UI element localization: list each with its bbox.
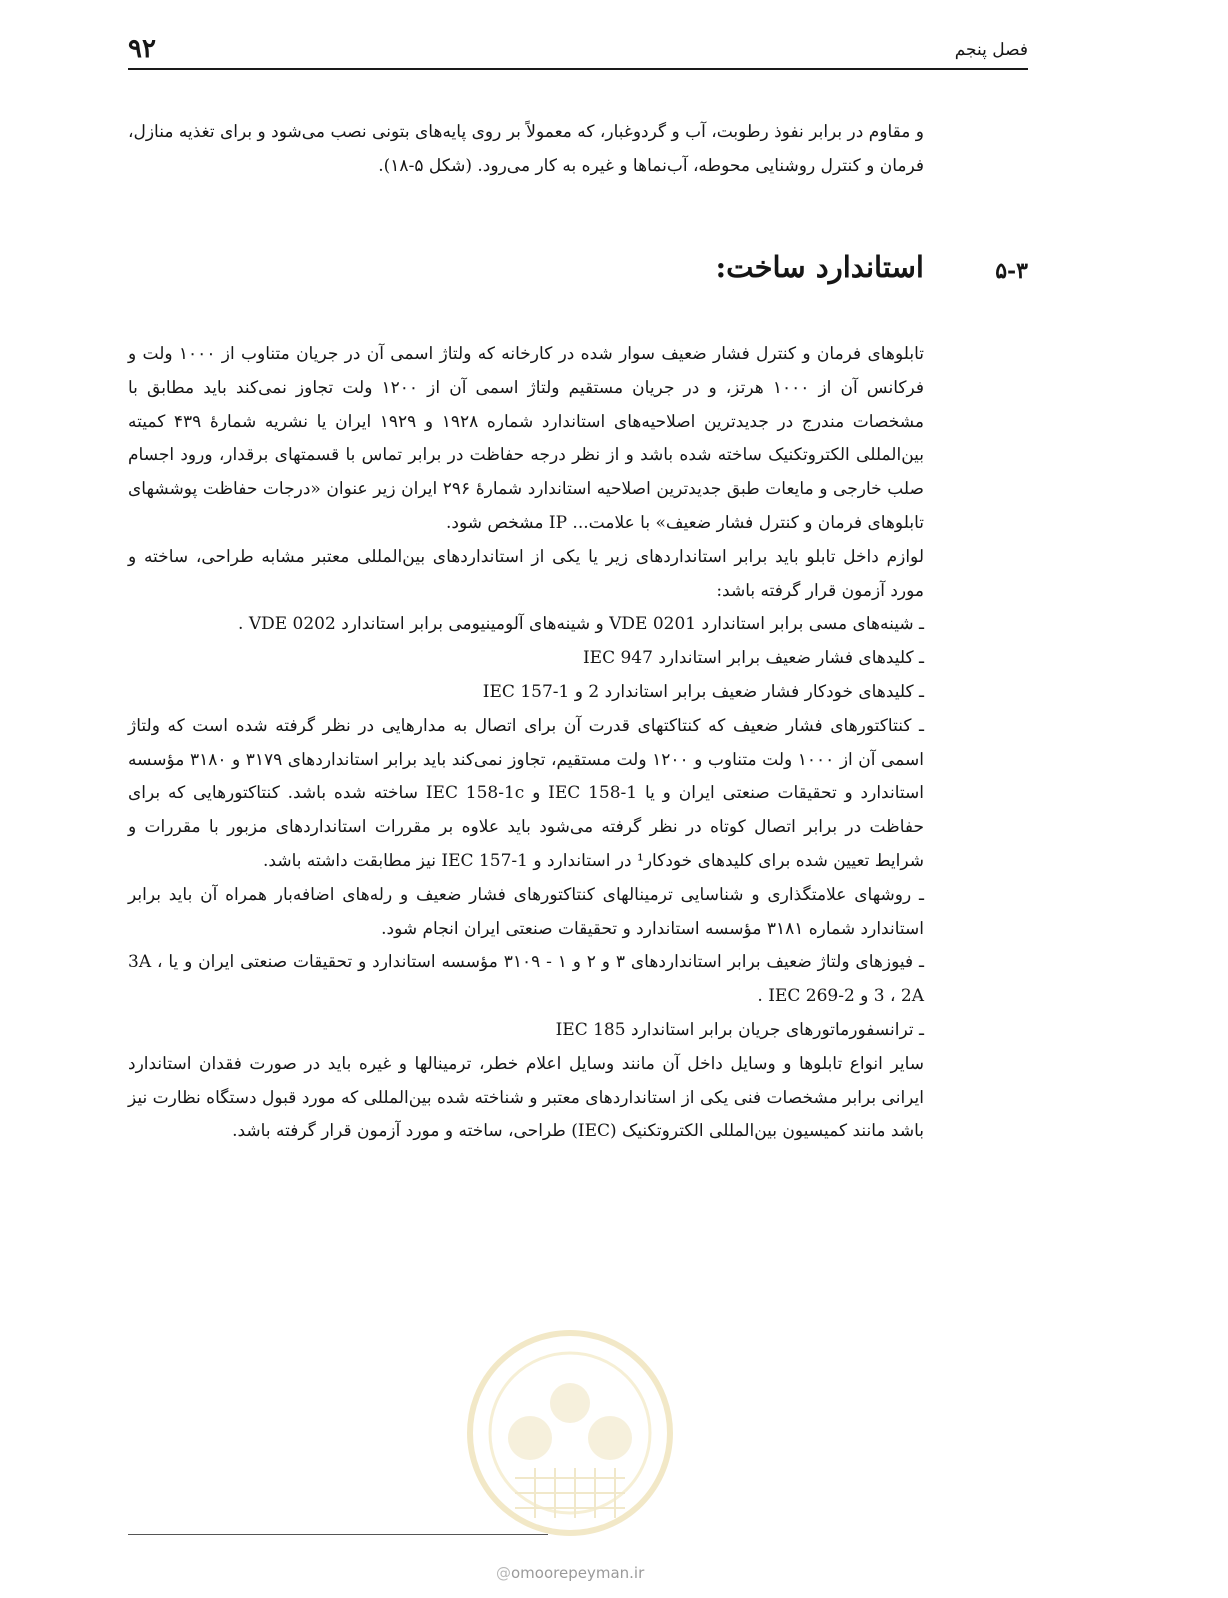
section-body <box>128 338 924 1149</box>
footnote-rule <box>128 1534 548 1535</box>
watermark-url: omoorepeyman.ir <box>511 1564 645 1582</box>
page-number: ۹۲ <box>128 34 156 64</box>
section-number: ۵-۳ <box>995 258 1028 284</box>
section-title: استاندارد ساخت: <box>715 250 924 284</box>
paragraph: تابلوهای فرمان و کنترل فشار ضعیف سوار شده در کارخانه که ولتاژ اسمی آن در جریان متناوب از ۱۰۰۰ ولت و فرکانس آن از ۱۰۰۰ هرتز، و در جریان مستقیم ولتاژ اسمی آن از ۱۲۰۰ ولت تجاوز نمی‌کند باید مطابق با مشخصات مندرج در جدیدترین اصلاحیه‌های استاندارد شماره ۱۹۲۸ و ۱۹۲۹ ایران یا نشریه شمارهٔ ۴۳۹ کمیته بین‌المللی الکتروتکنیک ساخته شده باشد و از نظر درجه حفاظت در برابر تماس با قسمتهای برقدار، ورود اجسام صلب خارجی و مایعات طبق جدیدترین اصلاحیه استاندارد شمارهٔ ۲۹۶ ایران زیر عنوان «درجات حفاظت پوششهای تابلوهای فرمان و کنترل فشار ضعیف» با علامت... IP مشخص شود. <box>128 344 924 533</box>
chapter-title: فصل پنجم <box>954 40 1028 60</box>
header-rule <box>128 68 1028 70</box>
list-item: ـ کنتاکتورهای فشار ضعیف که کنتاکتهای قدرت آن برای اتصال به مدارهایی در نظر گرفته شده است که ولتاژ اسمی آن از ۱۰۰۰ ولت متناوب و ۱۲۰۰ ولت مستقیم، تجاوز نمی‌کند باید برابر استانداردهای ۳۱۷۹ و ۳۱۸۰ مؤسسه استاندارد و تحقیقات صنعتی ایران و یا IEC 158-1 و IEC 158-1c ساخته شده باشد. کنتاکتورهایی که برای حفاظت در برابر اتصال کوتاه در نظر گرفته می‌شود باید علاوه بر مقررات استانداردهای مزبور با مقررات و شرایط تعیین شده برای کلیدهای خودکار¹ در استاندارد و IEC 157-1 نیز مطابقت داشته باشد. <box>128 715 925 871</box>
paragraph: لوازم داخل تابلو باید برابر استانداردهای زیر یا یکی از استانداردهای بین‌المللی معتبر مشابه طراحی، ساخته و مورد آزمون قرار گرفته باشد: <box>128 546 924 601</box>
paragraph: و مقاوم در برابر نفوذ رطوبت، آب و گردوغبار، که معمولاً بر روی پایه‌های بتونی نصب می‌شود و برای تغذیه منازل، فرمان و کنترل روشنایی محوطه، آب‌نماها و غیره به کار می‌رود. (شکل ۵-۱۸). <box>128 122 924 176</box>
footer-watermark <box>496 1564 644 1582</box>
watermark-seal-icon <box>460 1318 680 1548</box>
list-item: ـ شینه‌های مسی برابر استاندارد VDE 0201 و شینه‌های آلومینیومی برابر استاندارد VDE 0202 . <box>238 614 924 635</box>
section-heading <box>715 250 1028 294</box>
list-item: ـ ترانسفورماتورهای جریان برابر استاندارد IEC 185 <box>555 1019 924 1040</box>
list-item: ـ فیوزهای ولتاژ ضعیف برابر استانداردهای ۳ و ۲ و ۱ - ۳۱۰۹ مؤسسه استاندارد و تحقیقات صنعتی ایران و یا 3A ، 3 ، 2A و IEC 269-2 . <box>128 952 924 1007</box>
at-icon: @ <box>496 1564 511 1582</box>
paragraph: سایر انواع تابلوها و وسایل داخل آن مانند وسایل اعلام خطر، ترمینالها و غیره باید در صورت فقدان استاندارد ایرانی برابر مشخصات فنی یکی از استانداردهای معتبر و شناخته شده بین‌المللی که مورد قبول دستگاه نظارت نیز باشد مانند کمیسیون بین‌المللی الکتروتکنیک (IEC) طراحی، ساخته و مورد آزمون قرار گرفته باشد. <box>128 1053 924 1142</box>
intro-paragraph <box>128 116 924 184</box>
list-item: ـ کلیدهای خودکار فشار ضعیف برابر استاندارد 2 و IEC 157-1 <box>482 681 924 702</box>
list-item: ـ روشهای علامتگذاری و شناسایی ترمینالهای کنتاکتورهای فشار ضعیف و رله‌های اضافه‌بار همراه آن باید برابر استاندارد شماره ۳۱۸۱ مؤسسه استاندارد و تحقیقات صنعتی ایران انجام شود. <box>128 884 924 939</box>
list-item: ـ کلیدهای فشار ضعیف برابر استاندارد IEC 947 <box>582 648 924 669</box>
page-header <box>128 34 1028 70</box>
